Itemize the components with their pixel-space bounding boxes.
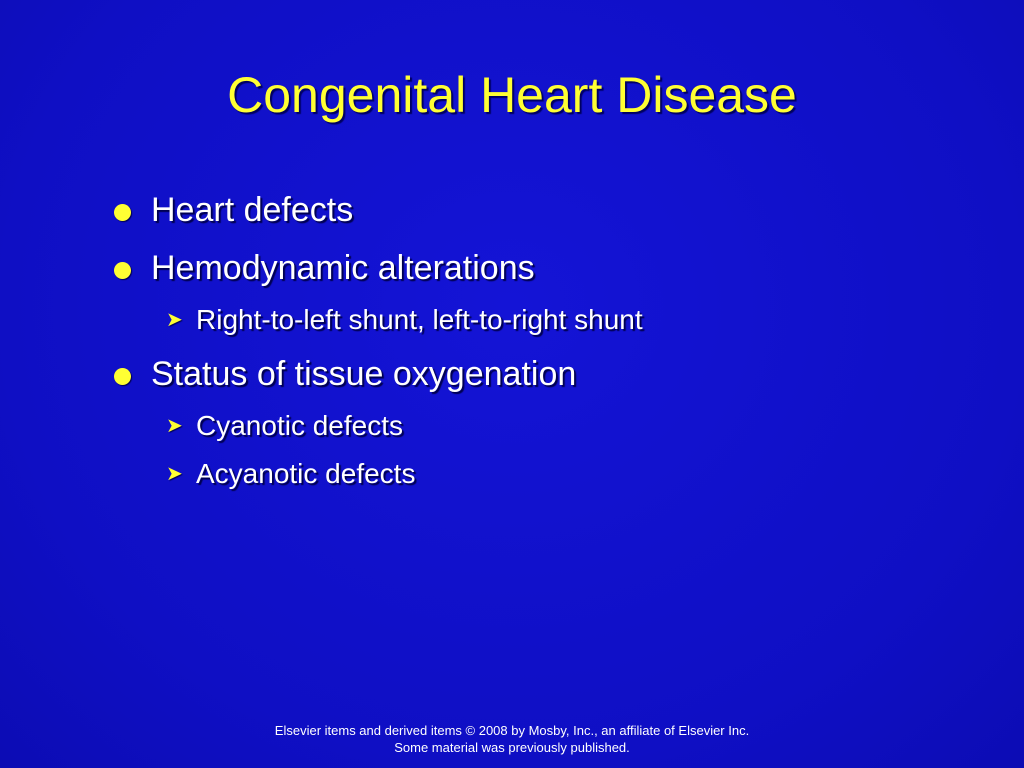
bullet-dot-icon <box>114 204 131 221</box>
sub-bullet-text: Right-to-left shunt, left-to-right shunt <box>196 304 643 335</box>
slide-title: Congenital Heart Disease <box>227 67 797 123</box>
bullet-text: Hemodynamic alterations <box>151 249 535 287</box>
arrowhead-icon: ➤ <box>166 463 183 485</box>
bullet-item <box>112 242 972 294</box>
footer-line: Some material was previously published. <box>394 740 630 755</box>
bullet-list <box>112 184 972 496</box>
bullet-text: Heart defects <box>151 191 354 229</box>
arrowhead-icon: ➤ <box>166 309 183 331</box>
bullet-dot-icon <box>114 368 131 385</box>
footer-line: Elsevier items and derived items © 2008 by Mosby, Inc., an affiliate of Elsevier Inc. <box>274 723 750 738</box>
sub-bullet-text: Cyanotic defects <box>196 410 403 441</box>
bullet-item <box>112 348 972 400</box>
sub-bullet-item <box>112 298 972 342</box>
sub-bullet-item <box>112 404 972 448</box>
bullet-dot-icon <box>114 262 131 279</box>
bullet-text: Status of tissue oxygenation <box>151 355 577 393</box>
arrowhead-icon: ➤ <box>166 415 183 437</box>
sub-bullet-item <box>112 452 972 496</box>
bullet-item <box>112 184 972 236</box>
copyright-footer <box>0 722 1024 756</box>
sub-bullet-text: Acyanotic defects <box>196 458 416 489</box>
